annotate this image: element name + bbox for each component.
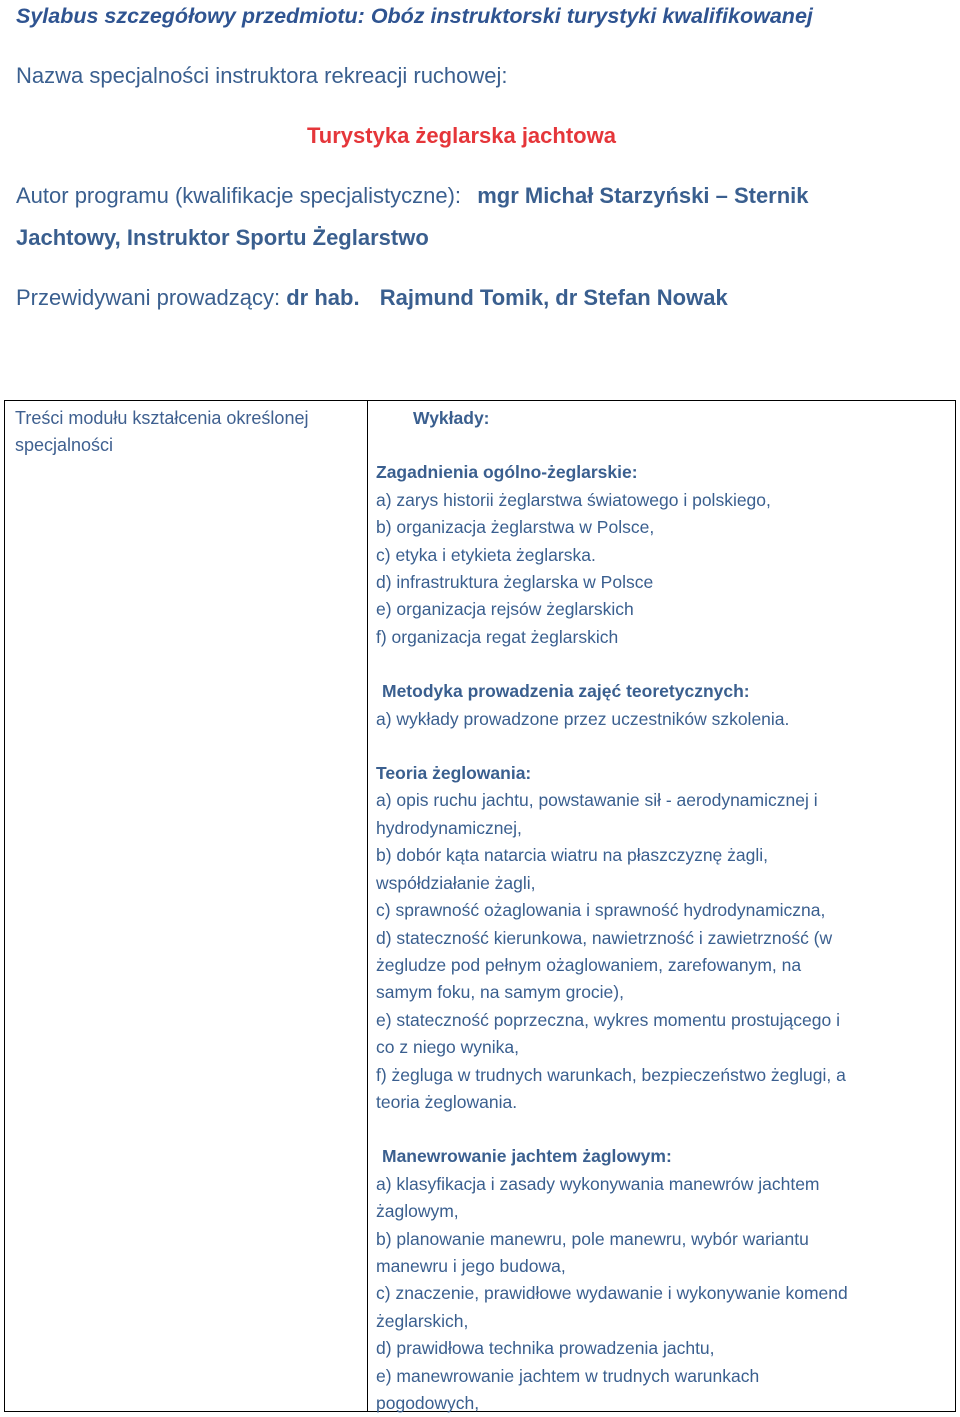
list-item: f) żegluga w trudnych warunkach, bezpieczeństwo żeglugi, a [376,1064,846,1085]
list-item: manewru i jego budowa, [376,1255,566,1276]
list-item: b) organizacja żeglarstwa w Polsce, [376,517,655,538]
list-item: a) zarys historii żeglarstwa światowego i polskiego, [376,489,771,510]
list-item: b) dobór kąta natarcia wiatru na płaszczyznę żagli, [376,845,769,866]
leaders-line [16,285,728,311]
list-item: d) stateczność kierunkowa, nawietrzność i zawietrzność (w [376,927,833,948]
list-item: d) infrastruktura żeglarska w Polsce [376,572,654,593]
list-item: a) wykłady prowadzone przez uczestników szkolenia. [376,708,790,729]
section-heading: Manewrowanie jachtem żaglowym: [382,1146,672,1167]
list-item: a) opis ruchu jachtu, powstawanie sił - aerodynamicznej i [376,790,818,811]
list-item: f) organizacja regat żeglarskich [376,626,619,647]
list-item: c) sprawność ożaglowania i sprawność hydrodynamiczna, [376,900,826,921]
list-item: c) etyka i etykieta żeglarska. [376,544,596,565]
author-label: Autor programu (kwalifikacje specjalistyczne): [16,183,462,208]
syllabus-table [4,400,956,1412]
list-item: c) znaczenie, prawidłowe wydawanie i wykonywanie komend [376,1283,848,1304]
author-line [16,183,809,209]
list-item: a) klasyfikacja i zasady wykonywania manewrów jachtem [376,1173,820,1194]
list-item: co z niego wynika, [376,1037,519,1058]
list-item: teoria żeglowania. [376,1091,518,1112]
list-item: b) planowanie manewru, pole manewru, wybór wariantu [376,1228,809,1249]
module-content-label: Treści modułu kształcenia określonej specjalności [15,408,309,455]
list-item: hydrodynamicznej, [376,817,522,838]
section-heading: Zagadnienia ogólno-żeglarskie: [376,462,638,483]
specialty-name: Turystyka żeglarska jachtowa [307,123,616,148]
list-item: e) manewrowanie jachtem w trudnych warunkach [376,1365,760,1386]
list-item: żegludze pod pełnym ożaglowaniem, zarefowanym, na [376,954,802,975]
leaders-value-2: Rajmund Tomik, dr Stefan Nowak [379,285,728,310]
list-item: pogodowych, [376,1393,480,1413]
module-content-cell [376,405,941,1417]
leaders-label: Przewidywani prowadzący: [16,285,281,310]
author-name: mgr Michał Starzyński – Sternik [477,183,809,208]
list-item: e) organizacja rejsów żeglarskich [376,599,634,620]
list-item: żaglowym, [376,1201,459,1222]
list-item: samym foku, na samym grocie), [376,982,624,1003]
leaders-value-1: dr hab. [286,285,360,310]
author-name-continued: Jachtowy, Instruktor Sportu Żeglarstwo [16,225,429,250]
column-divider [367,401,368,1411]
list-item: e) stateczność poprzeczna, wykres momentu prostującego i [376,1009,840,1030]
list-item: d) prawidłowa technika prowadzenia jachtu, [376,1338,715,1359]
list-item: współdziałanie żagli, [376,872,536,893]
specialty-label: Nazwa specjalności instruktora rekreacji ruchowej: [16,63,508,88]
lectures-heading: Wykłady: [413,408,490,428]
document-title: Sylabus szczegółowy przedmiotu: Obóz instruktorski turystyki kwalifikowanej [16,4,813,28]
section-heading: Metodyka prowadzenia zajęć teoretycznych: [382,681,750,702]
list-item: żeglarskich, [376,1310,469,1331]
section-heading: Teoria żeglowania: [376,763,532,784]
